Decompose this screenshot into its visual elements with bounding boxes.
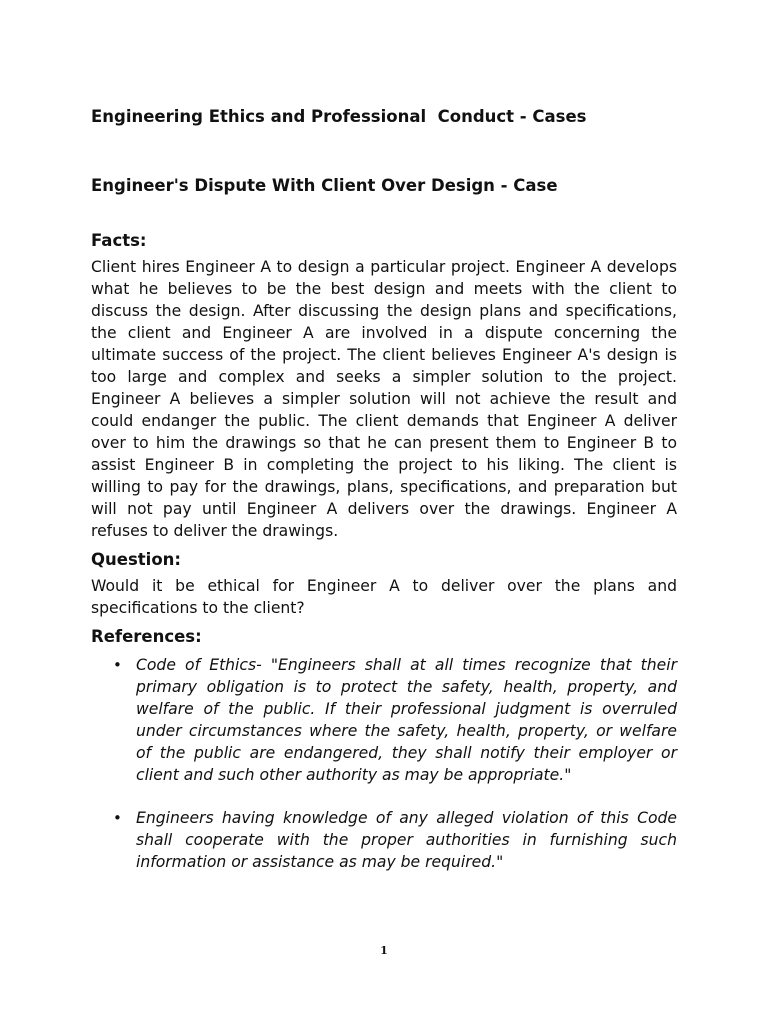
facts-heading: Facts: (91, 231, 147, 250)
references-heading: References: (91, 627, 202, 646)
bullet-icon: • (113, 656, 122, 674)
reference-item (91, 654, 677, 786)
question-paragraph: Would it be ethical for Engineer A to deliver over the plans and specifications to the client? (91, 577, 677, 617)
document-body (91, 106, 677, 873)
page-number: 1 (380, 944, 388, 957)
references-list (91, 654, 677, 873)
reference-text: Code of Ethics- "Engineers shall at all times recognize that their primary obligation is to protect the safety, health, property, and welfare of the public. If their professional judgment is overruled under circumstances where the safety, health, property, or welfare of the public are endangered, they shall notify their employer or client and such other authority as may be appropriate." (136, 656, 677, 784)
reference-text: Engineers having knowledge of any alleged violation of this Code shall cooperate with the proper authorities in furnishing such information or assistance as may be required." (136, 809, 677, 871)
document-title: Engineering Ethics and Professional Conduct - Cases (91, 107, 587, 126)
case-title: Engineer's Dispute With Client Over Design - Case (91, 176, 558, 195)
facts-paragraph: Client hires Engineer A to design a particular project. Engineer A develops what he believes to be the best design and meets with the client to discuss the design. After discussing the design plans and specifications, the client and Engineer A are involved in a dispute concerning the ultimate success of the project. The client believes Engineer A's design is too large and complex and seeks a simpler solution to the project. Engineer A believes a simpler solution will not achieve the result and could endanger the public. The client demands that Engineer A deliver over to him the drawings so that he can present them to Engineer B to assist Engineer B in completing the project to his liking. The client is willing to pay for the drawings, plans, specifications, and preparation but will not pay until Engineer A delivers over the drawings. Engineer A refuses to deliver the drawings. (91, 258, 677, 540)
question-heading: Question: (91, 550, 182, 569)
reference-item (91, 807, 677, 873)
bullet-icon: • (113, 809, 122, 827)
